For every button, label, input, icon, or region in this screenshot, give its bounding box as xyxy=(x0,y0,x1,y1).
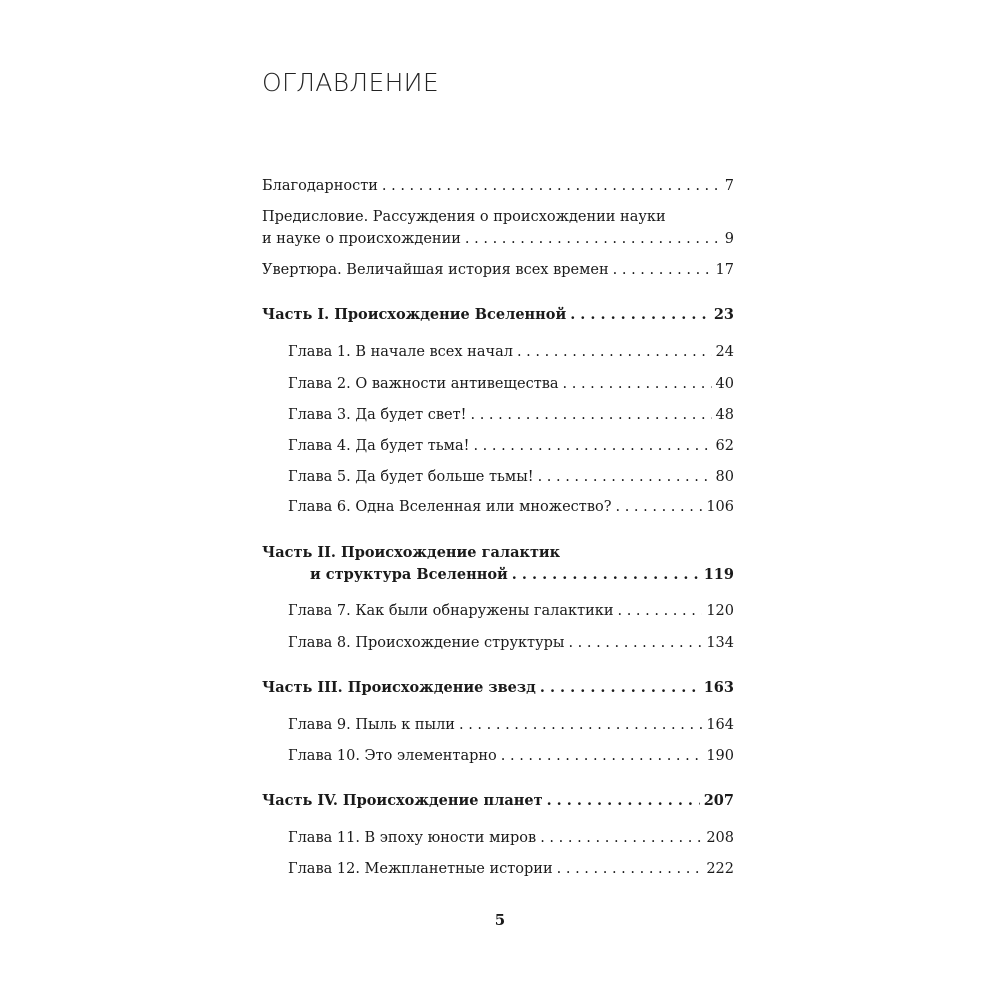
dot-leader xyxy=(613,260,712,280)
toc-entry-preface-line1: Предисловие. Рассуждения о происхождении науки xyxy=(262,209,666,225)
toc-entry-page: 62 xyxy=(715,438,734,454)
toc-entry-text: и науке о происхождении xyxy=(262,231,461,247)
toc-entry-text: Глава 2. О важности антивещества xyxy=(288,376,559,392)
toc-entry-page: 222 xyxy=(706,861,734,877)
toc-entry-text: Глава 7. Как были обнаружены галактики xyxy=(288,603,614,619)
toc-part-text: Часть III. Происхождение звезд xyxy=(262,679,536,696)
dot-leader xyxy=(568,633,702,653)
dot-leader xyxy=(501,746,703,766)
toc-part-3 xyxy=(262,678,734,698)
toc-entry-page: 17 xyxy=(715,262,734,278)
toc-entry-overture xyxy=(262,260,734,280)
dot-leader xyxy=(557,859,703,879)
toc-entry-text: Глава 11. В эпоху юности миров xyxy=(288,830,537,846)
toc-chapter-3 xyxy=(288,405,734,425)
toc-entry-page: 80 xyxy=(715,469,734,485)
toc-part-text: Часть IV. Происхождение планет xyxy=(262,792,543,809)
toc-entry-page: 7 xyxy=(724,178,734,194)
toc-entry-text: Глава 5. Да будет больше тьмы! xyxy=(288,469,534,485)
toc-entry-page: 208 xyxy=(706,830,734,846)
toc-chapter-10 xyxy=(288,746,734,766)
toc-part-2 xyxy=(310,565,734,585)
toc-entry-page: 134 xyxy=(706,635,734,651)
toc-entry-page: 164 xyxy=(706,717,734,733)
toc-entry-text: Глава 9. Пыль к пыли xyxy=(288,717,455,733)
toc-part-page: 163 xyxy=(703,679,734,696)
toc-entry-page: 190 xyxy=(706,748,734,764)
dot-leader xyxy=(512,565,700,585)
toc-entry-preface xyxy=(262,229,734,249)
toc-entry-page: 9 xyxy=(724,231,734,247)
toc-entry-text: Глава 1. В начале всех начал xyxy=(288,344,513,360)
toc-entry-text: Благодарности xyxy=(262,178,378,194)
toc-entry-page: 24 xyxy=(715,344,734,360)
toc-chapter-1 xyxy=(288,342,734,362)
dot-leader xyxy=(538,467,712,487)
toc-entry-page: 120 xyxy=(706,603,734,619)
toc-chapter-9 xyxy=(288,715,734,735)
dot-leader xyxy=(618,601,703,621)
toc-part-page: 207 xyxy=(703,792,734,809)
toc-entry-text: Глава 12. Межпланетные истории xyxy=(288,861,553,877)
toc-part-page: 23 xyxy=(713,306,734,323)
dot-leader xyxy=(570,305,710,325)
dot-leader xyxy=(540,828,702,848)
toc-chapter-5 xyxy=(288,467,734,487)
toc-entry-page: 106 xyxy=(706,499,734,515)
dot-leader xyxy=(540,678,700,698)
toc-part-4 xyxy=(262,791,734,811)
toc-entry-text: Глава 4. Да будет тьма! xyxy=(288,438,470,454)
dot-leader xyxy=(459,715,702,735)
toc-chapter-12 xyxy=(288,859,734,879)
toc-chapter-7 xyxy=(288,601,734,621)
toc-part-2-line1: Часть II. Происхождение галактик xyxy=(262,544,561,561)
toc-part-text: Часть I. Происхождение Вселенной xyxy=(262,306,567,323)
toc-entry-text: Глава 10. Это элементарно xyxy=(288,748,497,764)
toc-chapter-2 xyxy=(288,374,734,394)
toc-chapter-4 xyxy=(288,436,734,456)
toc-chapter-8 xyxy=(288,633,734,653)
toc-chapter-11 xyxy=(288,828,734,848)
toc-part-page: 119 xyxy=(703,566,734,583)
toc-entry-page: 48 xyxy=(715,407,734,423)
toc-part-text: и структура Вселенной xyxy=(310,566,508,583)
dot-leader xyxy=(465,229,721,249)
toc-entry-text: Глава 6. Одна Вселенная или множество? xyxy=(288,499,612,515)
dot-leader xyxy=(563,374,712,394)
toc-chapter-6 xyxy=(288,497,734,517)
dot-leader xyxy=(517,342,712,362)
dot-leader xyxy=(615,497,702,517)
toc-entry-text: Глава 3. Да будет свет! xyxy=(288,407,467,423)
toc-entry-text: Глава 8. Происхождение структуры xyxy=(288,635,565,651)
page-title: ОГЛАВЛЕНИЕ xyxy=(262,68,439,97)
toc-entry-text: Увертюра. Величайшая история всех времен xyxy=(262,262,609,278)
dot-leader xyxy=(547,791,700,811)
dot-leader xyxy=(382,176,721,196)
toc-entry-acknowledgements xyxy=(262,176,734,196)
dot-leader xyxy=(470,405,711,425)
page-number: 5 xyxy=(494,911,506,929)
toc-entry-page: 40 xyxy=(715,376,734,392)
toc-part-1 xyxy=(262,305,734,325)
dot-leader xyxy=(473,436,711,456)
